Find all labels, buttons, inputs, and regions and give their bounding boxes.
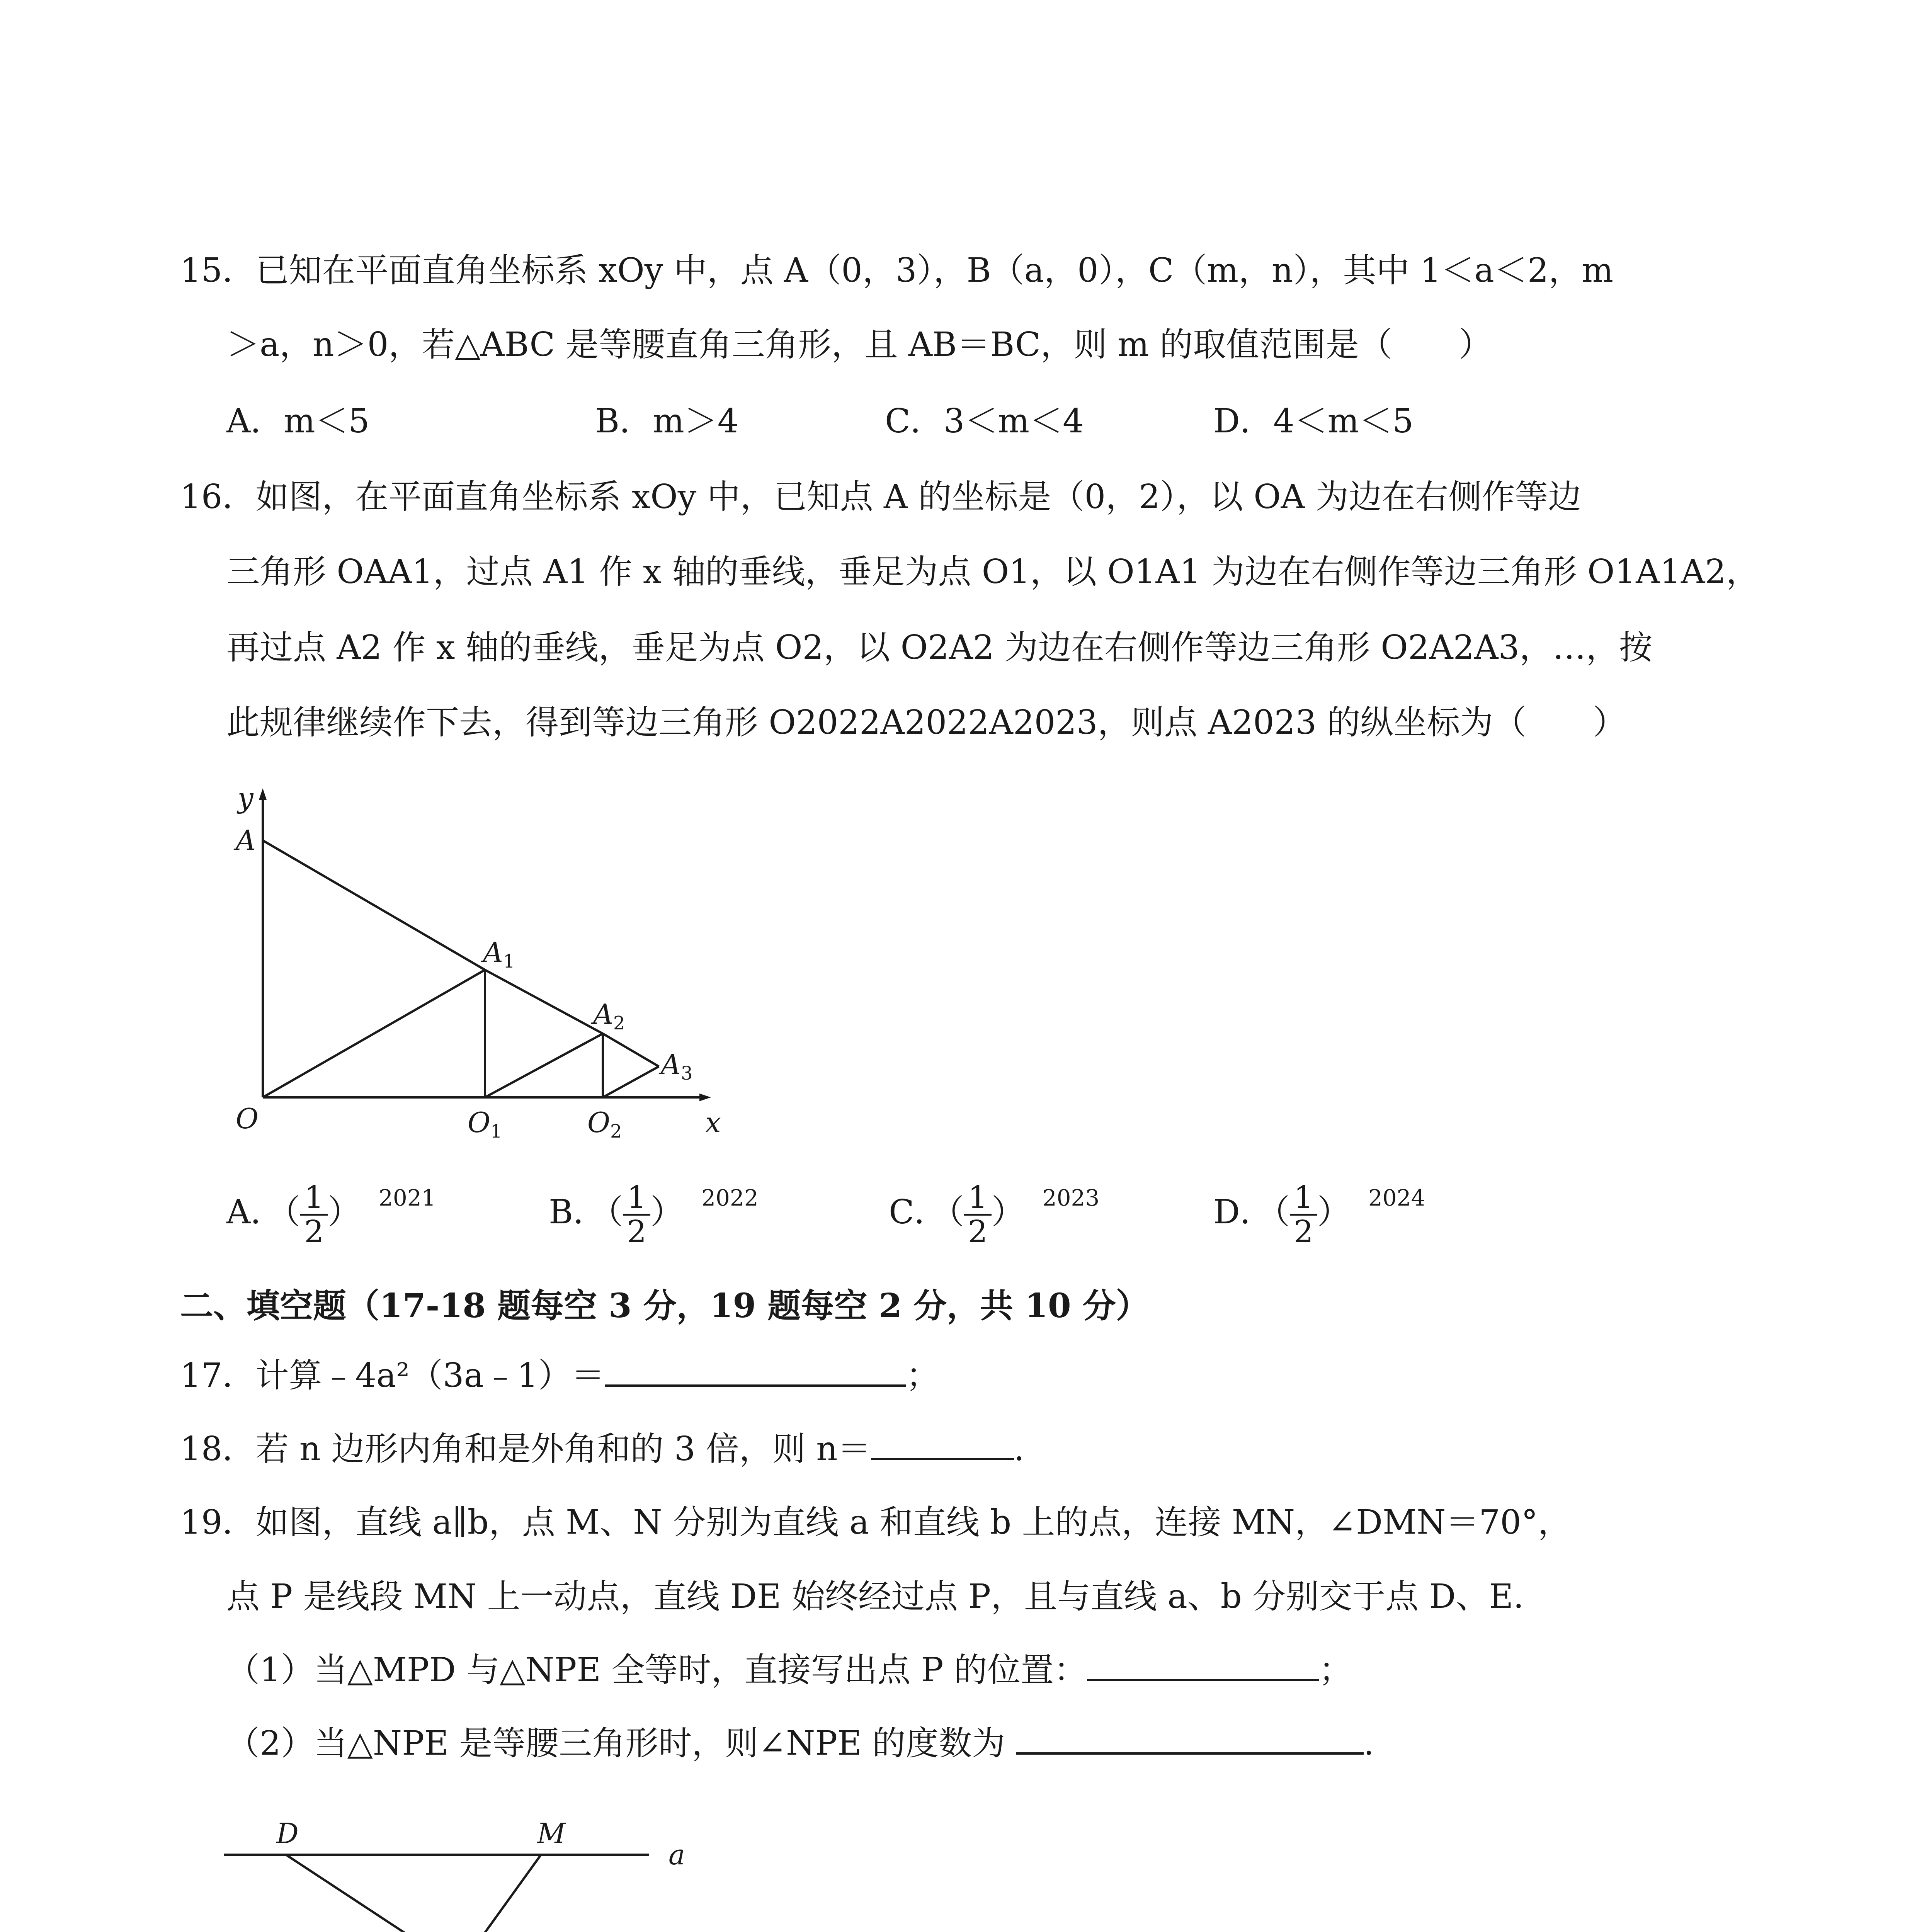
- q15-option-a[interactable]: A．m＜5: [226, 402, 370, 440]
- q16-line2: 三角形 OAA1，过点 A1 作 x 轴的垂线，垂足为点 O1，以 O1A1 为边在右侧作等边三角形 O1A1A2，: [226, 553, 1759, 591]
- q15-line2: ＞a，n＞0，若△ABC 是等腰直角三角形，且 AB＝BC，则 m 的取值范围是（ ）: [226, 325, 1492, 364]
- label-a2: A2: [593, 998, 625, 1034]
- q16-line4: 此规律继续作下去，得到等边三角形 O2022A2022A2023，则点 A2023 的纵坐标为（ ）: [226, 703, 1626, 742]
- segment-a2-a3: [603, 1034, 659, 1066]
- q16-line3: 再过点 A2 作 x 轴的垂线，垂足为点 O2，以 O2A2 为边在右侧作等边三角形 O2A2A3，…，按: [226, 628, 1653, 667]
- label-a: A: [236, 824, 256, 857]
- label-o: O: [236, 1102, 259, 1135]
- q19-line1: 19．如图，直线 a∥b，点 M、N 分别为直线 a 和直线 b 上的点，连接 MN，∠DMN＝70°，: [180, 1503, 1571, 1542]
- segment-mn: [402, 1855, 541, 1932]
- q18-answer-blank[interactable]: [871, 1427, 1014, 1460]
- segment-o2-a3: [603, 1066, 659, 1097]
- q15-option-c[interactable]: C．3＜m＜4: [885, 402, 1084, 440]
- q19-part2-answer-blank[interactable]: [1016, 1721, 1364, 1755]
- q19-figure: [209, 1808, 750, 1932]
- q16-option-c[interactable]: C．（ $\frac{1}{2}$ ） $^{2023}$: [889, 1179, 1100, 1250]
- segment-o1-a2: [485, 1034, 603, 1097]
- q17-answer-blank[interactable]: [605, 1354, 906, 1387]
- q19-part1-answer-blank[interactable]: [1087, 1648, 1319, 1681]
- fraction: $\frac{1}{2}$: [1290, 1181, 1317, 1248]
- q19-line2: 点 P 是线段 MN 上一动点，直线 DE 始终经过点 P，且与直线 a、b 分别交于点 D、E.: [226, 1577, 1524, 1616]
- label-o2: O2: [587, 1106, 622, 1142]
- fraction: $\frac{1}{2}$: [300, 1181, 328, 1248]
- label-a3: A3: [661, 1048, 693, 1084]
- x-axis-arrow: [699, 1094, 711, 1101]
- segment-a-a1: [263, 840, 485, 970]
- section-fill-in-heading: 二、填空题（17-18 题每空 3 分，19 题每空 2 分，共 10 分）: [180, 1286, 1149, 1325]
- q17: 17．计算﹣4a²（3a﹣1）＝ ；: [180, 1352, 939, 1399]
- segment-o-a1: [263, 970, 485, 1097]
- line-de: [286, 1855, 580, 1932]
- label-y: y: [238, 782, 253, 814]
- label-a: a: [668, 1838, 685, 1871]
- q16-figure: [216, 781, 773, 1148]
- label-x: x: [705, 1106, 721, 1139]
- segment-a1-a2: [485, 970, 603, 1034]
- label-o1: O1: [468, 1106, 502, 1142]
- q19-part1: （1）当△MPD 与△NPE 全等时，直接写出点 P 的位置： ；: [226, 1647, 1352, 1693]
- q16-option-b[interactable]: B．（ $\frac{1}{2}$ ） $^{2022}$: [549, 1179, 759, 1250]
- y-axis-arrow: [259, 788, 267, 800]
- label-m: M: [537, 1817, 566, 1850]
- q15-line1: 15．已知在平面直角坐标系 xOy 中，点 A（0，3），B（a，0），C（m，n），其中 1＜a＜2，m: [180, 251, 1614, 290]
- fraction: $\frac{1}{2}$: [623, 1181, 650, 1248]
- q15-option-b[interactable]: B．m＞4: [595, 402, 739, 440]
- q15-option-d[interactable]: D．4＜m＜5: [1213, 402, 1414, 440]
- label-a1: A1: [483, 936, 515, 972]
- q16-option-d[interactable]: D．（ $\frac{1}{2}$ ） $^{2024}$: [1213, 1179, 1425, 1250]
- q19-part2: （2）当△NPE 是等腰三角形时，则∠NPE 的度数为 .: [226, 1720, 1374, 1767]
- q16-line1: 16．如图，在平面直角坐标系 xOy 中，已知点 A 的坐标是（0，2），以 OA 为边在右侧作等边: [180, 478, 1582, 516]
- fraction: $\frac{1}{2}$: [964, 1181, 992, 1248]
- q18: 18．若 n 边形内角和是外角和的 3 倍，则 n＝ .: [180, 1426, 1024, 1472]
- label-d: D: [276, 1817, 299, 1850]
- q16-option-a[interactable]: A．（ $\frac{1}{2}$ ） $^{2021}$: [226, 1179, 436, 1250]
